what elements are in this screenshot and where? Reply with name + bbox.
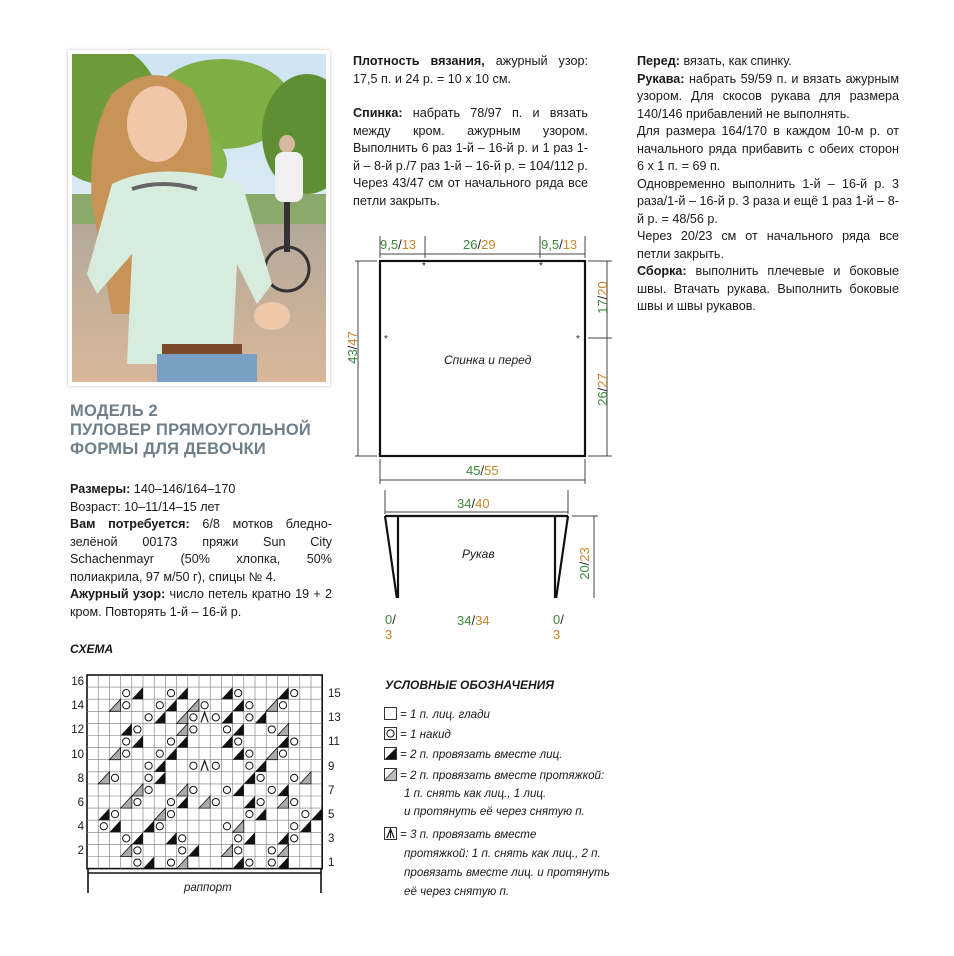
- body-diagram-lines: [350, 228, 620, 598]
- age-line: Возраст: 10–11/14–15 лет: [70, 499, 220, 514]
- circle-icon: [384, 727, 397, 740]
- star-marker-3: *: [384, 334, 388, 345]
- model-title-line3: ФОРМЫ ДЛЯ ДЕВОЧКИ: [70, 440, 266, 458]
- dim-top-right-a: 9,5: [541, 237, 560, 252]
- row-num-13: 13: [328, 712, 341, 725]
- pattern-line: [70, 586, 332, 621]
- sleeve-dim-right: 20/23: [576, 547, 592, 580]
- legend-item-cdd-line4: её через снятую п.: [404, 885, 510, 898]
- left-text: [70, 481, 332, 621]
- middle-text: [353, 53, 588, 210]
- row-num-15: 15: [328, 688, 341, 700]
- dim-right-top-b: 20: [594, 281, 610, 296]
- dim-bottom-a: 45: [466, 463, 481, 478]
- schema-chart: [86, 673, 324, 895]
- legend-item-ssk-line1: = 2 п. провязать вместе протяжкой:: [400, 769, 605, 782]
- star-marker-2: *: [539, 261, 543, 272]
- dim-top-left-a: 9,5: [380, 237, 399, 252]
- sleeve-p2: Для размера 164/170 в каждом 10-м р. от начального ряда прибавить с обеих сторон 6 х 1 п. = 69 п.: [637, 124, 899, 173]
- dim-top-mid: 26/29: [463, 237, 496, 252]
- needs-label: Вам потребуется:: [70, 517, 190, 531]
- dim-right-bottom: 26/27: [594, 373, 610, 406]
- row-num-16: 16: [71, 676, 84, 688]
- sleeve-corner-left-b: 3: [385, 627, 393, 642]
- legend-item-ssk-line3: и протянуть её через снятую п.: [404, 805, 585, 818]
- sleeve-line: [637, 71, 899, 124]
- sleeve-dim-top-a: 34: [457, 496, 472, 511]
- model-photo: [68, 50, 330, 386]
- dim-right-bottom-a: 26: [594, 391, 610, 406]
- row-num-10: 10: [71, 748, 84, 761]
- star-marker-1: *: [422, 261, 426, 272]
- assembly-label: Сборка:: [637, 264, 687, 278]
- sleeve-dim-right-b: 23: [576, 547, 592, 562]
- sleeve-p3: Одновременно выполнить 1-й – 16-й р. 3 раза/1-й – 16-й р. 3 раза и ещё 1 раз 1-й – 8-й р. = 48/56 р.: [637, 176, 899, 226]
- front-line: [637, 53, 899, 71]
- star-marker-4: *: [576, 334, 580, 345]
- legend-item-knit: [384, 707, 490, 721]
- legend-item-cdd-line2: протяжкой: 1 п. снять как лиц., 2 п.: [404, 847, 601, 860]
- sizes-line: [70, 481, 332, 499]
- model-title: [70, 402, 350, 459]
- dim-right-top: 17/20: [594, 281, 610, 314]
- row-num-7: 7: [328, 784, 335, 797]
- dim-bottom: 45/55: [466, 463, 499, 478]
- sleeve-dim-top: 34/40: [457, 496, 490, 511]
- sleeve-dim-bottom-b: 34: [475, 613, 490, 628]
- model-title-line1: МОДЕЛЬ 2: [70, 402, 158, 420]
- front-value: вязать, как спинку.: [679, 54, 792, 68]
- sleeve-dim-right-a: 20: [576, 565, 592, 580]
- sleeve-value: набрать 59/59 п. и вязать ажурным узором. Для скосов рукава для размера 140/146 прибавлений не выполнять.: [637, 71, 899, 121]
- row-num-11: 11: [328, 736, 340, 749]
- density-value: ажурный узор: 17,5 п. и 24 р. = 10 х 10 см.: [353, 54, 588, 86]
- empty-square-icon: [384, 707, 397, 720]
- legend-item-k2tog-text: = 2 п. провязать вместе лиц.: [400, 748, 563, 761]
- pattern-label: Ажурный узор:: [70, 587, 166, 601]
- legend-item-ssk-line2: 1 п. снять как лиц., 1 лиц.: [404, 787, 547, 800]
- density-label: Плотность вязания,: [353, 54, 485, 68]
- dim-top-right-b: 13: [562, 237, 578, 252]
- dim-right-top-a: 17: [594, 299, 610, 314]
- left-triangle-icon: [384, 768, 397, 781]
- repeat-label: раппорт: [184, 882, 232, 894]
- legend-item-yarnover: [384, 727, 451, 741]
- right-triangle-icon: [384, 747, 397, 760]
- row-num-14: 14: [71, 700, 84, 713]
- dim-top-mid-b: 29: [481, 237, 496, 252]
- back-label: Спинка:: [353, 106, 403, 120]
- legend-item-yarnover-text: = 1 накид: [400, 728, 451, 741]
- dim-top-right: 9,5/13: [541, 237, 578, 252]
- assembly-line: [637, 263, 899, 316]
- sleeve-label: Рукава:: [637, 71, 685, 86]
- sleeve-dim-top-b: 40: [475, 496, 490, 511]
- density-line: [353, 53, 588, 88]
- sleeve-center-label: Рукав: [462, 547, 495, 561]
- needs-line: [70, 516, 332, 586]
- needs-value: 6/8 мотков бледно-зелёной 00173 пряжи Sun City Schachenmayr (50% хлопка, 50% полиакрила, 97 м/50 г), спицы № 4.: [70, 517, 333, 584]
- sleeve-dim-lines: [385, 490, 598, 598]
- legend-title: УСЛОВНЫЕ ОБОЗНАЧЕНИЯ: [385, 678, 555, 692]
- sleeve-p4: Через 20/23 см от начального ряда все петли закрыть.: [637, 229, 899, 261]
- dim-top-left: 9,5/13: [380, 237, 417, 252]
- caret-up-icon: [384, 827, 397, 840]
- legend-item-k2tog: [384, 747, 562, 761]
- row-num-4: 4: [77, 821, 84, 834]
- dim-right-bottom-b: 27: [594, 373, 610, 388]
- legend-item-ssk: [384, 767, 604, 821]
- assembly-value: выполнить плечевые и боковые швы. Втачать рукава. Выполнить боковые швы и швы рукавов.: [637, 264, 899, 313]
- row-num-8: 8: [77, 772, 84, 785]
- back-value: набрать 78/97 п. и вязать между кром. ажурным узором. Выполнить 6 раз 1-й – 16-й р. и 1 раз 1-й – 8-й р./7 раз 1-й – 16-й р. = 104/112 р.: [353, 106, 588, 173]
- row-num-2: 2: [77, 845, 84, 858]
- body-center-label: Спинка и перед: [444, 353, 532, 367]
- sleeve-corner-right: 0/ 3: [553, 612, 564, 642]
- legend-item-cdd: [384, 825, 610, 901]
- front-label: Перед:: [637, 54, 680, 68]
- sleeve-corner-left: 0/ 3: [385, 612, 396, 642]
- dim-top-mid-a: 26: [463, 237, 478, 252]
- back-line: [353, 105, 588, 175]
- row-num-5: 5: [328, 808, 335, 821]
- row-num-6: 6: [77, 796, 84, 809]
- right-text: [637, 53, 899, 316]
- back-close-line: Через 43/47 см от начального ряда все петли закрыть.: [353, 176, 588, 208]
- schema-left-rows: [66, 676, 84, 870]
- sleeve-corner-right-a: 0: [553, 612, 561, 627]
- sizes-label: Размеры:: [70, 482, 131, 496]
- row-num-1: 1: [328, 857, 335, 870]
- sizes-value: 140–146/164–170: [130, 482, 236, 496]
- schema-title: СХЕМА: [70, 642, 114, 656]
- legend-item-knit-text: = 1 п. лиц. глади: [400, 708, 490, 721]
- dim-left-b: 47: [344, 331, 360, 346]
- dim-left: 43/47: [344, 331, 360, 364]
- pattern-value: число петель кратно 19 + 2 кром. Повторять 1-й – 16-й р.: [70, 587, 332, 619]
- sleeve-dim-bottom: 34/34: [457, 613, 490, 628]
- dim-left-a: 43: [344, 349, 360, 364]
- dim-top-left-b: 13: [401, 237, 417, 252]
- dim-bottom-b: 55: [484, 463, 499, 478]
- legend-item-cdd-line1: = 3 п. провязать вместе: [400, 828, 537, 841]
- model-title-line2: ПУЛОВЕР ПРЯМОУГОЛЬНОЙ: [70, 421, 311, 439]
- sleeve-corner-left-a: 0: [385, 612, 393, 627]
- row-num-12: 12: [71, 724, 84, 737]
- sleeve-corner-right-b: 3: [553, 627, 561, 642]
- schema-right-rows: [328, 688, 346, 882]
- photo-illustration: [72, 54, 326, 382]
- legend-item-cdd-line3: провязать вместе лиц. и протянуть: [404, 866, 610, 879]
- row-num-3: 3: [328, 833, 335, 846]
- sleeve-dim-bottom-a: 34: [457, 613, 472, 628]
- row-num-9: 9: [328, 760, 335, 773]
